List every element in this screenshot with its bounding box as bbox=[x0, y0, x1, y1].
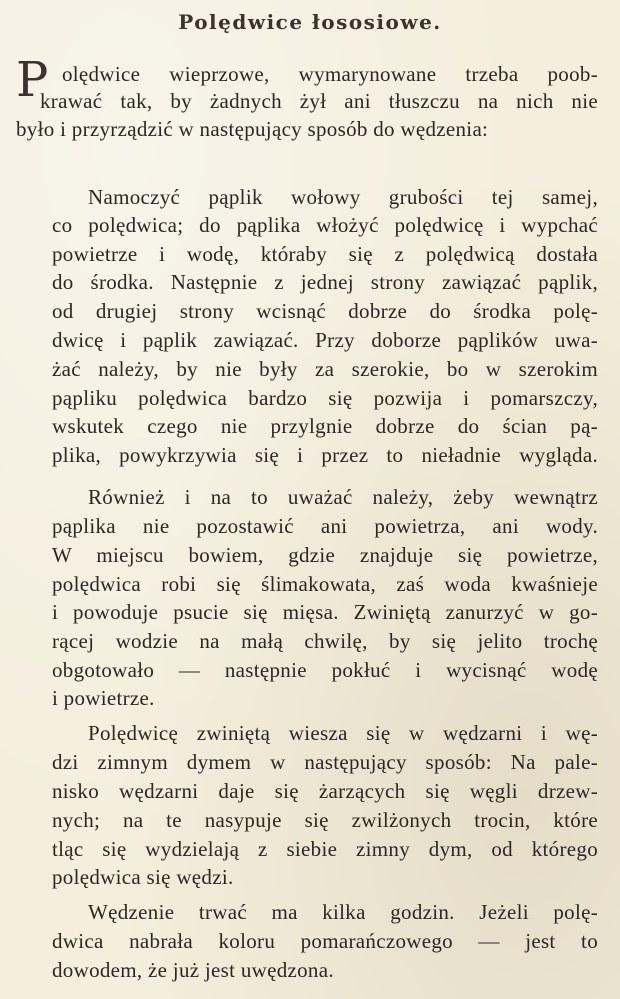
text-line: wskutek czego nie przylgnie dobrze do ścian pą- bbox=[52, 414, 598, 438]
text-line: polędwica robi się ślimakowata, zaś woda kwaśnieje bbox=[52, 572, 598, 596]
text-line: dwica nabrała koloru pomarańczowego — jest to bbox=[52, 929, 598, 953]
text-line: powietrze i wodę, któraby się z polędwicą dostała bbox=[52, 242, 598, 266]
text-line: co polędwica; do pąplika włożyć polędwicę i wypchać bbox=[52, 213, 598, 237]
text-line: Polędwicę zwiniętą wiesza się w wędzarni i wę- bbox=[88, 721, 598, 745]
text-line: dowodem, że już jest uwędzona. bbox=[52, 958, 334, 982]
text-line: rącej wodzie na małą chwilę, by się jelito trochę bbox=[52, 629, 598, 653]
text-line: od drugiej strony wcisnąć dobrze do środka polę- bbox=[52, 299, 598, 323]
text-line: olędwice wieprzowe, wymarynowane trzeba poob- bbox=[62, 62, 598, 86]
text-line: obgotowało — następnie pokłuć i wycisnąć wodę bbox=[52, 658, 598, 682]
text-line: i powoduje psucie się mięsa. Zwiniętą zanurzyć w go- bbox=[52, 600, 598, 624]
text-line: dwicę i pąplik zawiązać. Przy doborze pąplików uwa- bbox=[52, 328, 598, 352]
text-line: plika, powykrzywia się i przez to nieładnie wygląda. bbox=[52, 443, 598, 467]
text-line: Również i na to uważać należy, żeby wewnątrz bbox=[88, 485, 598, 509]
text-line: krawać tak, by żadnych żył ani tłuszczu na nich nie bbox=[40, 89, 598, 113]
text-line: dzi zimnym dymem w następujący sposób: Na pale- bbox=[52, 750, 598, 774]
text-line: nych; na te nasypuje się zwilżonych trocin, które bbox=[52, 808, 598, 832]
text-line: pąplika nie pozostawić ani powietrza, ani wody. bbox=[52, 514, 598, 538]
text-line: Wędzenie trwać ma kilka godzin. Jeżeli polę- bbox=[88, 900, 598, 924]
text-line: było i przyrządzić w następujący sposób do wędzenia: bbox=[16, 117, 489, 141]
text-line: polędwica się wędzi. bbox=[52, 865, 234, 889]
text-line: żać należy, by nie były za szerokie, bo w szerokim bbox=[52, 357, 598, 381]
text-line: nisko wędzarni daje się żarzących się węgli drzew- bbox=[52, 779, 598, 803]
page-title: Polędwice łososiowe. bbox=[178, 10, 442, 34]
text-line: i powietrze. bbox=[52, 686, 155, 710]
text-line: do środka. Następnie z jednej strony zawiązać pąplik, bbox=[52, 270, 598, 294]
text-line: Namoczyć pąplik wołowy grubości tej samej, bbox=[88, 185, 598, 209]
text-line: tląc się wydzielają z siebie zimny dym, od którego bbox=[52, 837, 598, 861]
drop-cap: P bbox=[16, 52, 49, 108]
text-line: W miejscu bowiem, gdzie znajduje się powietrze, bbox=[52, 543, 598, 567]
text-line: pąpliku polędwica bardzo się pozwija i pomarszczy, bbox=[52, 386, 598, 410]
